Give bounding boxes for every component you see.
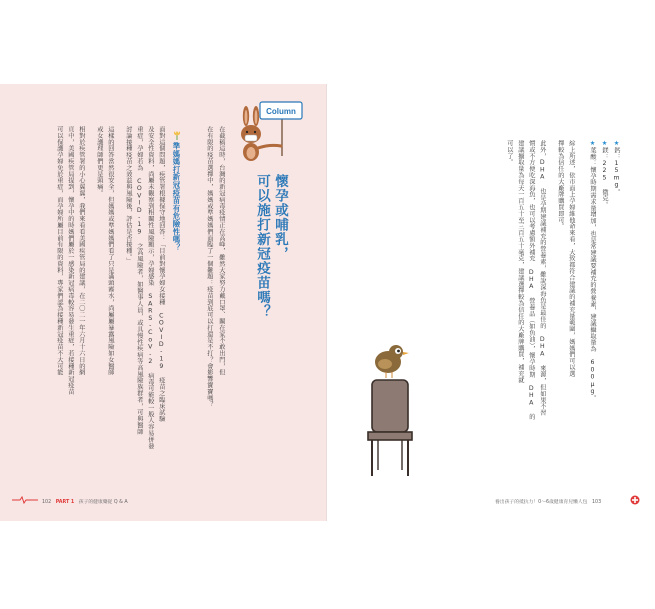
right-body-line-6: 可以了。 — [505, 140, 513, 166]
column-sign-label: Column — [266, 107, 296, 116]
body-line-2: 及安全性資料，尚屬未觀察到相關性風險顯示，孕婦感染 SARS-CoV-2 病毒可能較一般人容易併發 — [146, 126, 154, 450]
right-body-line-2: 擇較為信任的大廠牌購買即可。 — [556, 140, 564, 230]
body-line-6: 或女護理師們更是頭痛。 — [95, 126, 103, 197]
bullet-calcium: ★鈣：15mg。 — [613, 140, 620, 196]
bird-on-chair-illustration — [352, 340, 432, 480]
tulip-icon — [173, 130, 181, 140]
right-body-line-3: 此外，DHA 也是孕期建議補充的營養素，雖說深海魚是最佳的 DHA 來源，但如果不習 — [538, 140, 546, 416]
body-line-5: 這樣的回答當然很安全，但媽媽或準媽媽們看了只是滿頭霧水，尚屬屬暴露風險如女醫師 — [106, 126, 114, 376]
body-line-8: 頁中，美國疾管局提到，懷孕中的時媽們屬於一感染新冠病毒較容易發生重症，若接種新冠疫苗 — [66, 126, 74, 395]
star-icon: ★ — [613, 140, 620, 148]
column-title-line-1: 懷孕或哺乳， — [272, 174, 288, 261]
body-line-1: 面對這個問題，疾管署根據保守地回答：「目前對懷孕婦女接種 COVID-19 疫苗之臨床試驗 — [157, 126, 165, 422]
left-footer-title: 孩子的健康藥從 Q & A — [78, 500, 128, 505]
right-body-line-1: 綜上所述，依市面上孕婦維他命來看，大致都符合建議的補充量範圍，媽媽們可以選 — [567, 140, 575, 377]
right-footer-title: 養出孩子的抵抗力！0～6歲健康育兒懶人包 — [495, 500, 588, 505]
body-line-4: 討論接種疫苗之效益與風險後，評估是否接種。」 — [124, 126, 132, 264]
part-label: PART 1 — [55, 500, 75, 505]
body-line-9: 可以保護孕婦免於重症，而孕婦所屬目前有限的資料，專家們認為接種新冠疫苗不大可能 — [55, 126, 63, 376]
bullet-folate: ★葉酸：懷孕時期需求量增加，也是常建議要補充的營養素，建議攝取量為 600μg。 — [589, 140, 596, 402]
right-body-line-4: 慣或不方便吃深海魚，也可以考慮額外補充 DHA 營養品（如魚油），懷孕時期 DHA 的 — [527, 140, 535, 421]
section-subhead: 準媽媽打新冠疫苗有危險性嗎？ — [172, 142, 181, 252]
star-icon: ★ — [601, 140, 608, 148]
intro-line-2: 在有限的疫苗選擇中，媽媽或準媽媽們面臨了一個難題：疫苗到底可以打還是不打？會影響寶寶嗎？ — [205, 126, 213, 408]
column-title-line-2: 可以施打新冠疫苗嗎？ — [254, 174, 270, 319]
bullet-magnesium: ★鎂：225 微克。 — [601, 140, 608, 209]
right-page-number: 103 — [591, 500, 602, 505]
heartbeat-icon — [12, 496, 38, 504]
right-footer — [495, 498, 601, 505]
rabbit-column-illustration — [234, 96, 306, 166]
left-page-number: 102 — [42, 500, 52, 505]
star-icon: ★ — [589, 140, 596, 148]
right-body-line-5: 建議攝取量為每天一百五十至三百五十毫克，建議選擇較為信任的大廠牌購買，補充就 — [516, 140, 524, 384]
body-line-7: 相對於疾管署的小心翼翼，我們來看看美國疾管局的建議，在二〇二一年六月十六日的網 — [77, 126, 85, 376]
left-footer — [42, 498, 128, 505]
intro-line-1: 在截稿這時，台灣的新冠病毒疫情正在高峰，雖然大家努力戴口罩、關在家不敢出門，但 — [217, 126, 225, 376]
plus-circle-icon — [630, 495, 640, 505]
body-line-3: 重症，孕婦若為 COVID-19 之高風險者，如醫事人員，或具慢性疾病等高風險族群者，可與醫師 — [135, 126, 143, 435]
